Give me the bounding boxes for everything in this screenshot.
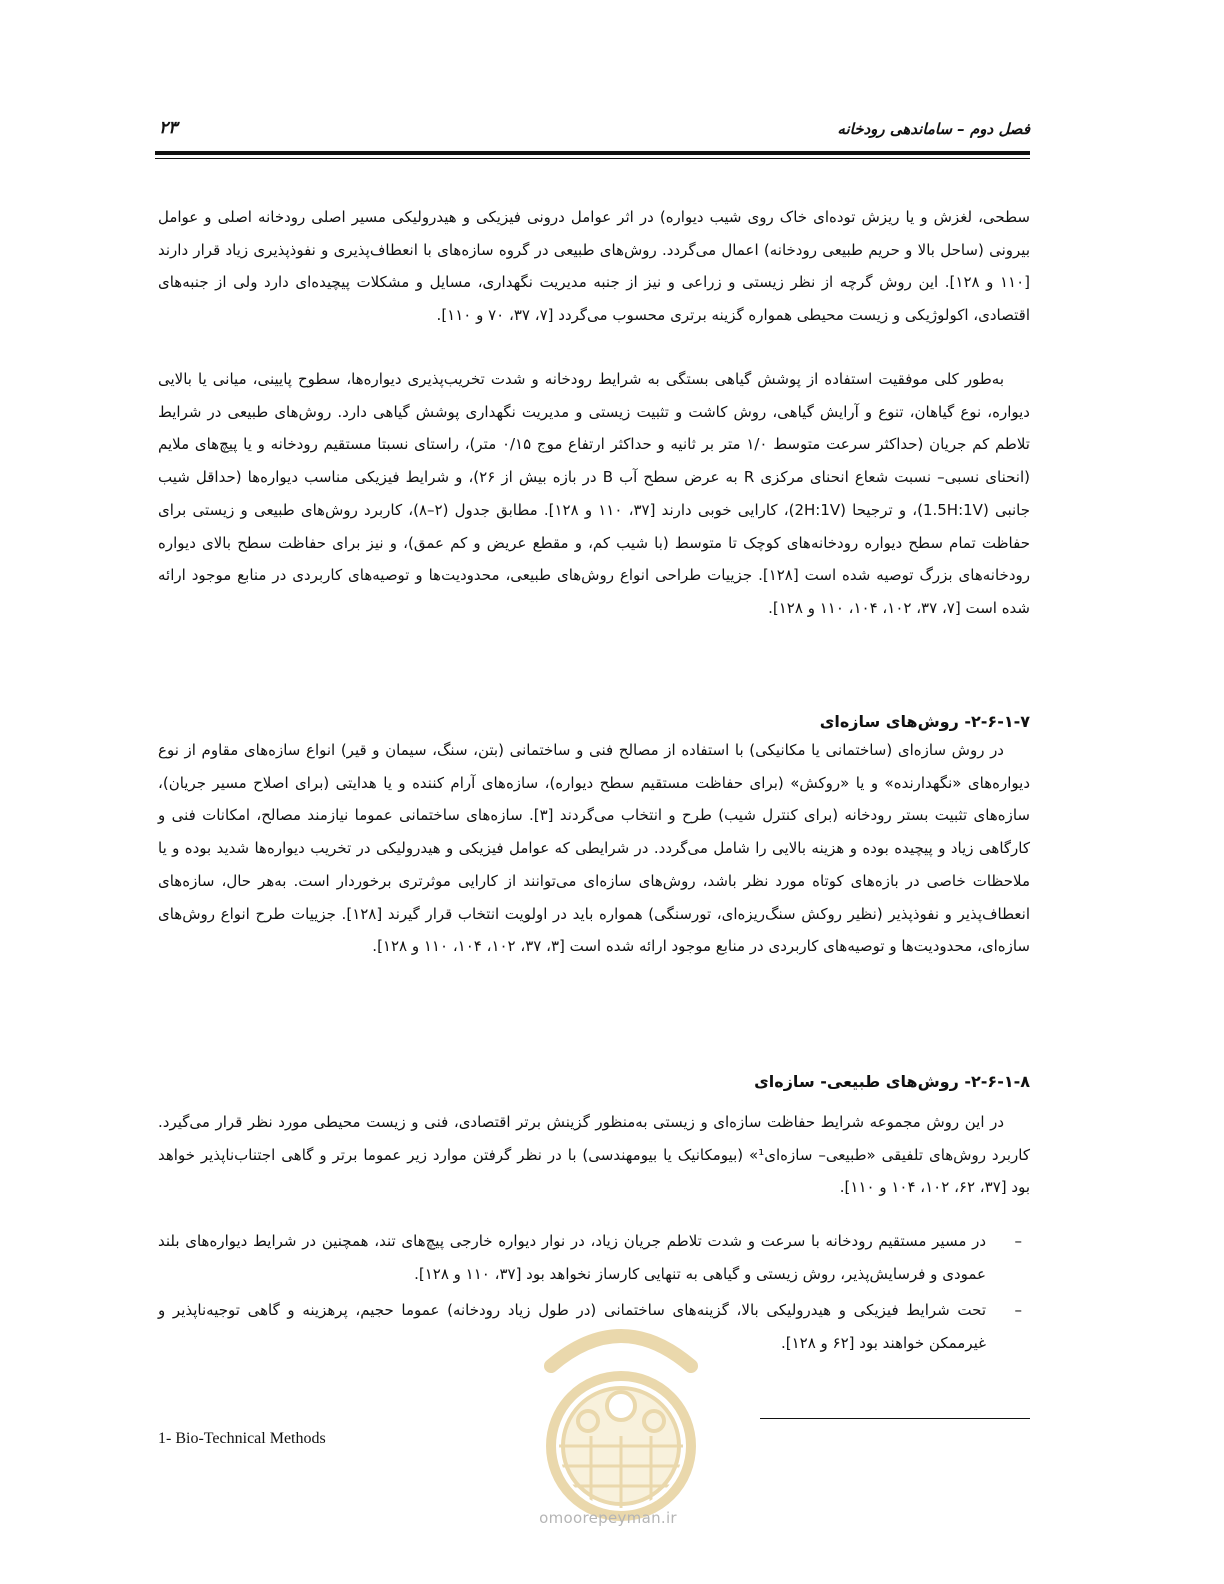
bullet-text: در مسیر مستقیم رودخانه با سرعت و شدت تلاطم جریان زیاد، در نوار دیواره خارجی پیچ‌های تند، همچنین در شرایط دیواره‌های بلند عمودی و فرسایش‌پذیر، روش زیستی و گیاهی به تنهایی کارساز نخواهد بود [۳۷، ۱۱۰ و ۱۲۸]. (158, 1232, 986, 1283)
page-header (157, 118, 1030, 148)
watermark-url: omoorepeyman.ir (539, 1509, 677, 1527)
page-number: ۲۳ (159, 118, 178, 138)
bullet-dash: – (1014, 1301, 1022, 1320)
bullet-dash: – (1014, 1232, 1022, 1250)
section-heading-bio-structural-methods: ۲-۶-۱-۸- روش‌های طبیعی- سازه‌ای (754, 1072, 1030, 1091)
chapter-title: فصل دوم – ساماندهی رودخانه (837, 120, 1030, 138)
footnote-rule (760, 1418, 1030, 1419)
header-rule-thick (155, 151, 1030, 155)
paragraph-natural-methods-intro: سطحی، لغزش و یا ریزش توده‌ای خاک روی شیب دیواره) در اثر عوامل درونی فیزیکی و هیدرولیکی مسیر اصلی رودخانه اصلی و عوامل بیرونی (ساحل بالا و حریم طبیعی رودخانه) اعمال می‌گردد. روش‌های طبیعی در گروه سازه‌های با انعطاف‌پذیری و نفوذپذیری زیاد قرار دارند [۱۱۰ و ۱۲۸]. این روش گرچه از نظر زیستی و زراعی و نیز از جنبه مدیریت نگهداری، مسایل و مشکلات پیچیده‌ای دارد ولی از جنبه‌های اقتصادی، اکولوژیکی و زیست محیطی همواره گزینه برتری محسوب می‌گردد [۷، ۳۷، ۷۰ و ۱۱۰]. (158, 208, 1030, 325)
bullet-text: تحت شرایط فیزیکی و هیدرولیکی بالا، گزینه‌های ساختمانی (در طول زیاد رودخانه) عموما حجیم، پرهزینه و گاهی توجیه‌ناپذیر و غیرممکن خواهند بود [۶۲ و ۱۲۸]. (158, 1301, 986, 1353)
section-heading-structural-methods: ۲-۶-۱-۷- روش‌های سازه‌ای (819, 712, 1030, 731)
header-rule-thin (155, 158, 1030, 159)
paragraph-vegetation-success: به‌طور کلی موفقیت استفاده از پوشش گیاهی بستگی به شرایط رودخانه و شدت تخریب‌پذیری دیواره‌ها، سطوح پایینی، میانی یا بالایی دیواره، نوع گیاهان، تنوع و آرایش گیاهی، روش کاشت و تثبیت زیستی و مدیریت نگهداری پوشش گیاهی دارد. روش‌های طبیعی در شرایط تلاطم کم جریان (حداکثر سرعت متوسط ۱/۰ متر بر ثانیه و حداکثر ارتفاع موج ۰/۱۵ متر)، راستای نسبتا مستقیم رودخانه و یا پیچ‌های ملایم (انحنای نسبی– نسبت شعاع انحنای مرکزی R به عرض سطح آب B در بازه بیش از ۲۶)، و شرایط فیزیکی مناسب دیواره‌ها (حداقل شیب جانبی (1.5H:1V)، و ترجیحا (2H:1V)، کارایی خوبی دارند [۳۷، ۱۱۰ و ۱۲۸]. مطابق جدول (۲–۸)، کاربرد روش‌های طبیعی و زیستی برای حفاظت تمام سطح دیواره رودخانه‌های کوچک تا متوسط (با شیب کم، و مقطع عریض و کم عمق)، و نیز برای حفاظت سطح بالای دیواره رودخانه‌های بزرگ توصیه شده است [۱۲۸]. جزییات طراحی انواع روش‌های طبیعی، محدودیت‌ها و توصیه‌های کاربردی در منابع موجود ارائه شده است [۷، ۳۷، ۱۰۲، ۱۰۴، ۱۱۰ و ۱۲۸]. (158, 370, 1031, 617)
footnote: 1- Bio-Technical Methods (158, 1430, 326, 1447)
paragraph-structural-methods: در روش سازه‌ای (ساختمانی یا مکانیکی) با استفاده از مصالح فنی و ساختمانی (بتن، سنگ، سیمان و قیر) انواع سازه‌های مقاوم از نوع دیواره‌های «نگهدارنده» و یا «روکش» (برای حفاظت مستقیم سطح دیواره)، سازه‌های آرام کننده و یا هدایتی (برای اصلاح مسیر جریان)، سازه‌های تثبیت بستر رودخانه (برای کنترل شیب) طرح و انتخاب می‌گردند [۳]. سازه‌های ساختمانی عموما نیازمند مصالح، امکانات فنی و کارگاهی زیاد و پیچیده بوده و هزینه بالایی را شامل می‌گردد. در شرایطی که عوامل فیزیکی و هیدرولیکی در تخریب دیواره‌ها شدید بوده و یا ملاحظات خاصی در بازه‌های کوتاه مورد نظر باشد، روش‌های سازه‌ای می‌توانند از کارایی موثرتری برخوردار است. به‌هر حال، سازه‌های انعطاف‌پذیر و نفوذپذیر (نظیر روکش سنگ‌ریزه‌ای، تورسنگی) همواره باید در اولویت انتخاب قرار گیرند [۱۲۸]. جزییات طرح انواع روش‌های سازه‌ای، محدودیت‌ها و توصیه‌های کاربردی در منابع موجود ارائه شده است [۳، ۳۷، ۱۰۲، ۱۰۴، ۱۱۰ و ۱۲۸]. (158, 741, 1031, 956)
list-item (158, 1225, 1030, 1290)
paragraph-bio-structural-methods: در این روش مجموعه شرایط حفاظت سازه‌ای و زیستی به‌منظور گزینش برتر اقتصادی، فنی و زیست محیطی مورد نظر قرار می‌گیرد. کاربرد روش‌های تلفیقی «طبیعی– سازه‌ای¹» (بیومکانیک یا بیومهندسی) با در نظر گرفتن موارد زیر عموما برتر و گاهی اجتناب‌ناپذیر خواهد بود [۳۷، ۶۲، ۱۰۲، ۱۰۴ و ۱۱۰]. (158, 1113, 1030, 1197)
